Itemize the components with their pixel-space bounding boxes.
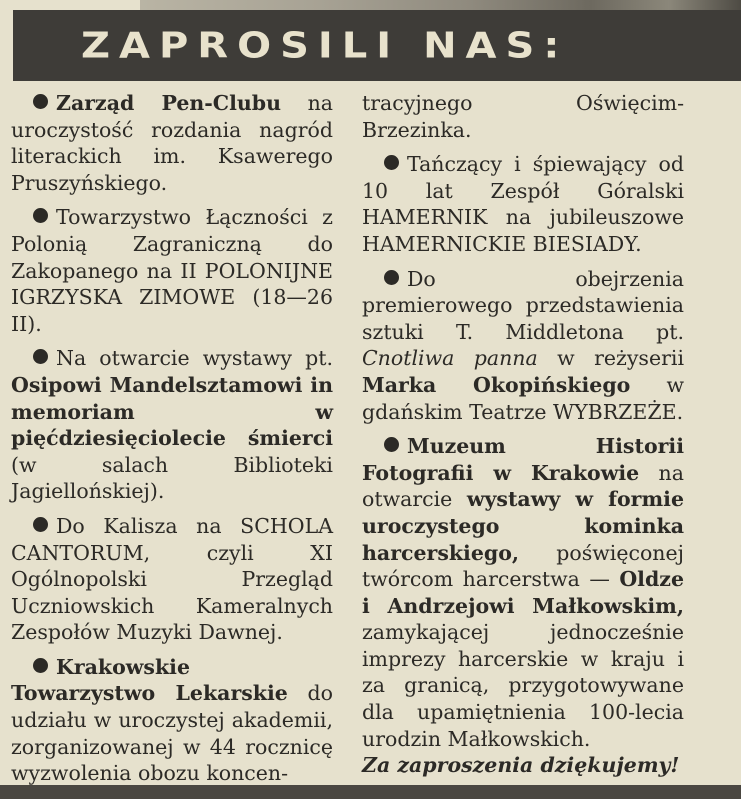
item-text: Do obejrzenia premierowego przedstawienia sztuki T. Middletona pt. — [362, 266, 684, 344]
bottom-border — [0, 785, 741, 799]
list-item — [11, 654, 333, 787]
continuation-text: tracyjnego Oświęcim-Brzezinka. — [362, 91, 684, 142]
item-text: Do Kalisza na SCHOLA CANTORUM, czyli XI Ogólnopolski Przegląd Uczniowskich Kameralnych Zespołów Muzyki Dawnej. — [11, 513, 333, 645]
list-item — [11, 204, 333, 337]
item-text: w reżyserii — [537, 346, 684, 371]
list-item — [11, 513, 333, 646]
item-bold-text: Osipowi Mandelsztamowi in memoriam w pięćdziesięciolecie śmierci — [11, 372, 333, 451]
item-bold-text: Muzeum Historii Fotografii w Krakowie — [362, 434, 684, 485]
list-item — [362, 151, 684, 257]
closing-thanks: Za zaproszenia dziękujemy! — [362, 753, 680, 778]
bullet-icon — [384, 437, 399, 452]
page-title: ZAPROSILI NAS: — [81, 25, 569, 67]
list-item — [11, 345, 333, 505]
list-item — [362, 266, 684, 426]
item-text: do udziału w uroczystej akademii, zorganizowanej w 44 rocznicę wyzwolenia obozu koncen- — [11, 681, 333, 786]
item-text: Towarzystwo Łączności z Polonią Zagraniczną do Zakopanego na II POLONIJNE IGRZYSKA ZIMOWE (18—26 II). — [11, 205, 333, 336]
item-text: na otwarcie — [362, 460, 684, 512]
item-text: w gdańskim Teatrze WYBRZEŻE. — [362, 372, 684, 424]
bullet-icon — [33, 517, 48, 532]
list-item — [362, 433, 684, 752]
bullet-icon — [33, 208, 48, 223]
item-text: zamykającej jednocześnie imprezy harcerskie w kraju i za granicą, przygotowywane dla upamiętnienia 100-lecia urodzin Małkowskich. — [362, 620, 684, 751]
heading-banner — [13, 10, 741, 81]
list-item — [11, 90, 333, 196]
bullet-icon — [33, 349, 48, 364]
item-bold-text: Krakowskie Towarzystwo Lekarskie — [11, 654, 288, 706]
bullet-icon — [384, 155, 399, 170]
item-text: Tańczący i śpiewający od 10 lat Zespół Góralski HAMERNIK na jubileuszowe HAMERNICKIE BIESIADY. — [362, 152, 684, 256]
item-bold-text: Zarząd Pen-Clubu — [56, 91, 282, 115]
item-text: na uroczystość rozdania nagród literackich im. Ksawerego Pruszyńskiego. — [11, 91, 333, 195]
bullet-icon — [33, 94, 48, 109]
item-text: Na otwarcie wystawy pt. — [56, 346, 333, 371]
bullet-icon — [384, 270, 399, 285]
item-text: (w salach Biblioteki Jagiellońskiej). — [11, 452, 333, 504]
item-text: poświęconej twórcom harcerstwa — — [362, 540, 684, 592]
left-column — [11, 90, 333, 795]
item-bold-text: wystawy w formie uroczystego kominka harcerskiego, — [362, 487, 684, 565]
item-bold-text: Oldze i Andrzejowi Małkowskim, — [362, 567, 684, 618]
right-column — [362, 90, 684, 787]
play-title: Cnotliwa panna — [362, 346, 538, 371]
bullet-icon — [33, 658, 48, 673]
item-bold-text: Marka Okopińskiego — [362, 372, 631, 397]
